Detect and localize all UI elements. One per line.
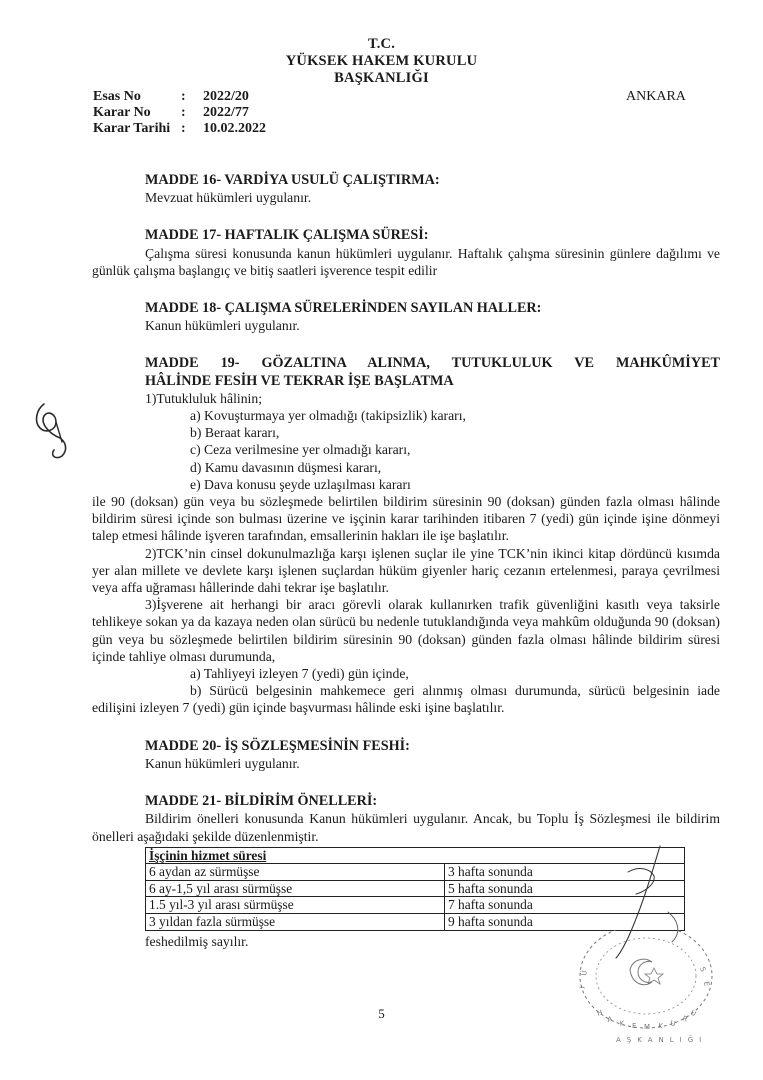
madde-19-p2: 2)TCK’nin cinsel dokunulmazlığa karşı işlenen suçlar ile yine TCK’nin ikinci kitap dördüncü kısımda yer alan millete ve devlete karşı işlenen suçlardan hüküm giyenler hariç cezanın ertelenmesi, paraya çevrilmesi veya affa uğraması hâllerinde dahi tekrar işe başlatılır. (92, 545, 720, 596)
karar-colon: : (181, 105, 186, 120)
karar-label: Karar No (93, 105, 151, 120)
svg-text:S: S (698, 965, 708, 973)
madde-19-item: d) Kamu davasının düşmesi kararı, (190, 459, 382, 475)
header-tc: T.C. (367, 36, 396, 52)
header-department: BAŞKANLIĞI (334, 70, 429, 86)
madde-19-title-line2: HÂLİNDE FESİH VE TEKRAR İŞE BAŞLATMA (145, 372, 454, 389)
madde-19-item: b) Beraat kararı, (190, 425, 280, 441)
esas-colon: : (181, 89, 186, 104)
table-cell-period: 3 yıldan fazla sürmüşse (146, 914, 445, 931)
madde-19-item: e) Dava konusu şeyde uzlaşılması kararı (190, 476, 411, 492)
madde-21-text: Bildirim önelleri konusunda Kanun hükümleri uygulanır. Ancak, bu Toplu İş Sözleşmesi ile bildirim önelleri aşağıdaki şekilde düzenlenmiştir. (92, 811, 720, 844)
karar-row (93, 105, 266, 121)
madde-19-p1-text: ile 90 (doksan) gün veya bu sözleşmede belirtilen bildirim süresinin 90 (doksan) günden fazla olması hâlinde bildirim süresi içinde son bulması üzerine ve işçinin karar tarihinden itibaren 7 (yedi) gün içinde işine dönmeyi talep etmesi hâlinde işveren tarafından, emsallerinin hakları ile işe başlatılır. (92, 494, 720, 544)
table-cell-period: 6 aydan az sürmüşse (146, 864, 445, 881)
madde-19-title-line1: MADDE 19- GÖZALTINA ALINMA, TUTUKLULUK VE MAHKÛMİYET (145, 355, 720, 372)
table-cell-notice: 7 hafta sonunda (445, 897, 685, 914)
svg-text:R: R (681, 1014, 689, 1024)
madde-21-title: MADDE 21- BİLDİRİM ÖNELLERİ: (145, 793, 378, 810)
madde-19-item: a) Kovuşturmaya yer olmadığı (takipsizlik) kararı, (190, 408, 466, 424)
tarih-value: 10.02.2022 (203, 121, 266, 136)
madde-18-title: MADDE 18- ÇALIŞMA SÜRELERİNDEN SAYILAN HALLER: (145, 300, 542, 317)
madde-18-text: Kanun hükümleri uygulanır. (145, 318, 300, 334)
tarih-colon: : (181, 121, 186, 136)
svg-text:Ü: Ü (580, 969, 589, 977)
madde-19-p1-intro: 1)Tutukluluk hâlinin; (145, 390, 262, 406)
svg-text:H: H (595, 1008, 604, 1018)
table-cell-notice: 9 hafta sonunda (445, 914, 685, 931)
header-institution: YÜKSEK HAKEM KURULU (285, 53, 478, 69)
madde-19-p3-b: b) Sürücü belgesinin mahkemece geri alınmış olması durumunda, sürücü belgesinin iade edilişini izleyen 7 (yedi) gün içinde başvurması hâlinde eski işine başlatılır. (92, 683, 720, 716)
table-header: İşçinin hizmet süresi (146, 847, 685, 864)
document-body (92, 172, 720, 950)
madde-17-text: Çalışma süresi konusunda kanun hükümleri uygulanır. Haftalık çalışma süresinin günlere dağılımı ve günlük çalışma başlangıç ve bitiş saatleri işverence tespit edilir (92, 245, 720, 278)
madde-17-title: MADDE 17- HAFTALIK ÇALIŞMA SÜRESİ: (145, 227, 429, 244)
svg-text:U: U (669, 1019, 677, 1029)
esas-value: 2022/20 (203, 89, 249, 104)
svg-text:AŞKANLIĞI: AŞKANLIĞI (616, 1036, 708, 1044)
city: ANKARA (626, 89, 686, 104)
tarih-label: Karar Tarihi (93, 121, 171, 136)
esas-row (93, 89, 266, 105)
madde-20-text: Kanun hükümleri uygulanır. (145, 755, 300, 771)
svg-text:K: K (619, 1019, 625, 1028)
table-cell-period: 6 ay-1,5 yıl arası sürmüşse (146, 880, 445, 897)
esas-label: Esas No (93, 89, 141, 104)
table-cell-period: 1.5 yıl-3 yıl arası sürmüşse (146, 897, 445, 914)
svg-text:K: K (657, 1022, 664, 1031)
official-seal-stamp (576, 930, 726, 1045)
handwritten-initial-mark (26, 398, 86, 462)
madde-19-p3: 3)İşverene ait herhangi bir aracı görevli olarak kullanırken trafik güvenliğini kasıtlı veya taksirle tehlikeye sokan ya da kazaya neden olan sürücü bu nedenle tutuklandığında veya mahkûm olduğunda 90 (doksan) gün veya bu sözleşmede belirtilen bildirim süresinin 90 (doksan) günden fazla olması hâlinde bildirim süresi içinde tahliye olması durumunda, (92, 597, 720, 664)
madde-16-text: Mevzuat hükümleri uygulanır. (145, 190, 312, 206)
table-cell-notice: 3 hafta sonunda (445, 864, 685, 881)
page-number: 5 (378, 1006, 385, 1021)
svg-text:A: A (606, 1015, 614, 1024)
karar-value: 2022/77 (203, 105, 249, 120)
madde-19-item: c) Ceza verilmesine yer olmadığı kararı, (190, 442, 411, 458)
madde-20-title: MADDE 20- İŞ SÖZLEŞMESİNİN FESHİ: (145, 737, 410, 754)
svg-text:E: E (632, 1022, 637, 1030)
tarih-row (93, 121, 266, 137)
case-meta (93, 89, 266, 137)
svg-text:Y: Y (578, 983, 588, 991)
table-cell-notice: 5 hafta sonunda (445, 880, 685, 897)
madde-19-p3-a: a) Tahliyeyi izleyen 7 (yedi) gün içinde, (190, 666, 409, 682)
svg-text:U: U (689, 1008, 698, 1019)
madde-21-after: feshedilmiş sayılır. (145, 933, 249, 949)
svg-text:M: M (644, 1023, 651, 1031)
madde-16-title: MADDE 16- VARDİYA USULÜ ÇALIŞTIRMA: (145, 172, 440, 188)
svg-text:E: E (702, 980, 711, 987)
